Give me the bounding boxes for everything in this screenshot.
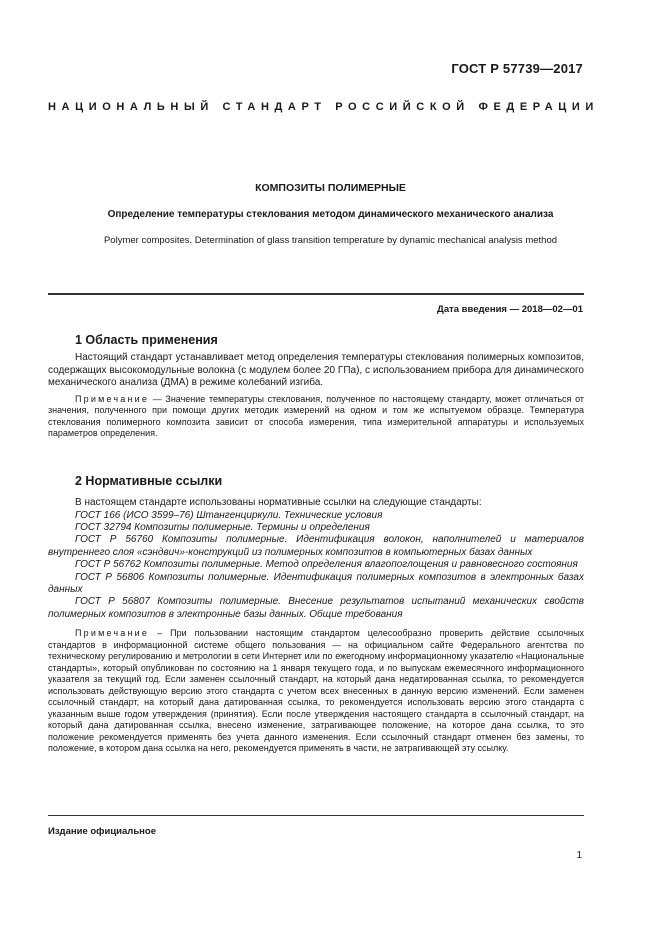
reference-item: ГОСТ Р 56760 Композиты полимерные. Идентификация волокон, наполнителей и материалов внутреннего слоя «сэндвич»-конструкций из полимерных композитов в компьютерных базах данных	[48, 534, 584, 558]
section-2-note	[48, 628, 584, 755]
top-rule	[48, 293, 584, 295]
reference-item: ГОСТ 166 (ИСО 3599–76) Штангенциркули. Технические условия	[75, 509, 383, 521]
reference-item: ГОСТ 32794 Композиты полимерные. Термины и определения	[75, 522, 370, 533]
document-title-english: Polymer composites. Determination of glass transition temperature by dynamic mechanical analysis method	[103, 235, 558, 246]
national-standard-banner: НАЦИОНАЛЬНЫЙ СТАНДАРТ РОССИЙСКОЙ ФЕДЕРАЦИИ	[48, 101, 599, 113]
note-text: — Значение температуры стеклования, полученное по настоящему стандарту, может отличаться от значения, полученного при помощи других методик измерений на одном и том же испытуемом образце. Температура стеклования полимерного композита зависит от способа измерения, типа измерительной аппаратуры и используемых параметров определения.	[48, 393, 584, 439]
page-number: 1	[576, 850, 582, 861]
section-1-body	[48, 352, 584, 440]
bottom-rule	[48, 815, 584, 816]
section-2-heading: 2 Нормативные ссылки	[75, 474, 223, 488]
note-label: Примечание	[75, 628, 150, 639]
note-label: Примечание	[75, 393, 150, 404]
reference-item: ГОСТ Р 56807 Композиты полимерные. Внесение результатов испытаний механических свойств полимерных композитов в электронные базы данных. Общие требования	[48, 596, 584, 620]
note-text: – При пользовании настоящим стандартом целесообразно проверить действие ссылочных стандартов в информационной системе общего пользования — на официальном сайте Федерального агентства по техническому регулированию и метрологии в сети Интернет или по ежегодному информационному указателю «Национальные стандарты», который опубликован по состоянию на 1 января текущего года, и по выпускам ежемесячного информационного указателя за текущий год. Если заменен ссылочный стандарт, на который дана недатированная ссылка, то рекомендуется использовать действующую версию этого стандарта с учетом всех внесенных в данную версию изменений. Если заменен ссылочный стандарт, на который дана датированная ссылка, то рекомендуется использовать версию этого стандарта с указанным выше годом утверждения (принятия). Если после утверждения настоящего стандарта в ссылочный стандарт, на который дана датированная ссылка, внесено изменение, затрагивающее положение, на которое дана ссылка, то это положение рекомендуется применять без учета данного изменения. Если ссылочный стандарт отменен без замены, то положение, в котором дана ссылка на него, рекомендуется применять в части, не затрагивающей эту ссылку.	[48, 628, 584, 754]
section-1-note	[48, 394, 584, 440]
section-1-heading: 1 Область применения	[75, 333, 218, 347]
reference-item: ГОСТ Р 56806 Композиты полимерные. Идентификация полимерных композитов в электронных базах данных	[48, 571, 584, 596]
section-2-body	[48, 497, 584, 755]
document-subtitle: Определение температуры стеклования методом динамического механического анализа	[107, 209, 554, 220]
document-code: ГОСТ Р 57739—2017	[451, 61, 583, 76]
section-2-intro: В настоящем стандарте использованы нормативные ссылки на следующие стандарты:	[75, 497, 482, 508]
edition-label: Издание официальное	[48, 826, 156, 837]
reference-item: ГОСТ Р 56762 Композиты полимерные. Метод определения влагопоглощения и равновесного состояния	[75, 559, 578, 571]
introduction-date: Дата введения — 2018—02—01	[437, 304, 583, 315]
document-title: КОМПОЗИТЫ ПОЛИМЕРНЫЕ	[255, 182, 406, 194]
section-1-paragraph: Настоящий стандарт устанавливает метод определения температуры стеклования полимерных композитов, содержащих высокомодульные волокна (с модулем более 20 ГПа), с использованием прибора для динамического механического анализа (ДМА) в режиме колебаний изгиба.	[48, 352, 584, 389]
